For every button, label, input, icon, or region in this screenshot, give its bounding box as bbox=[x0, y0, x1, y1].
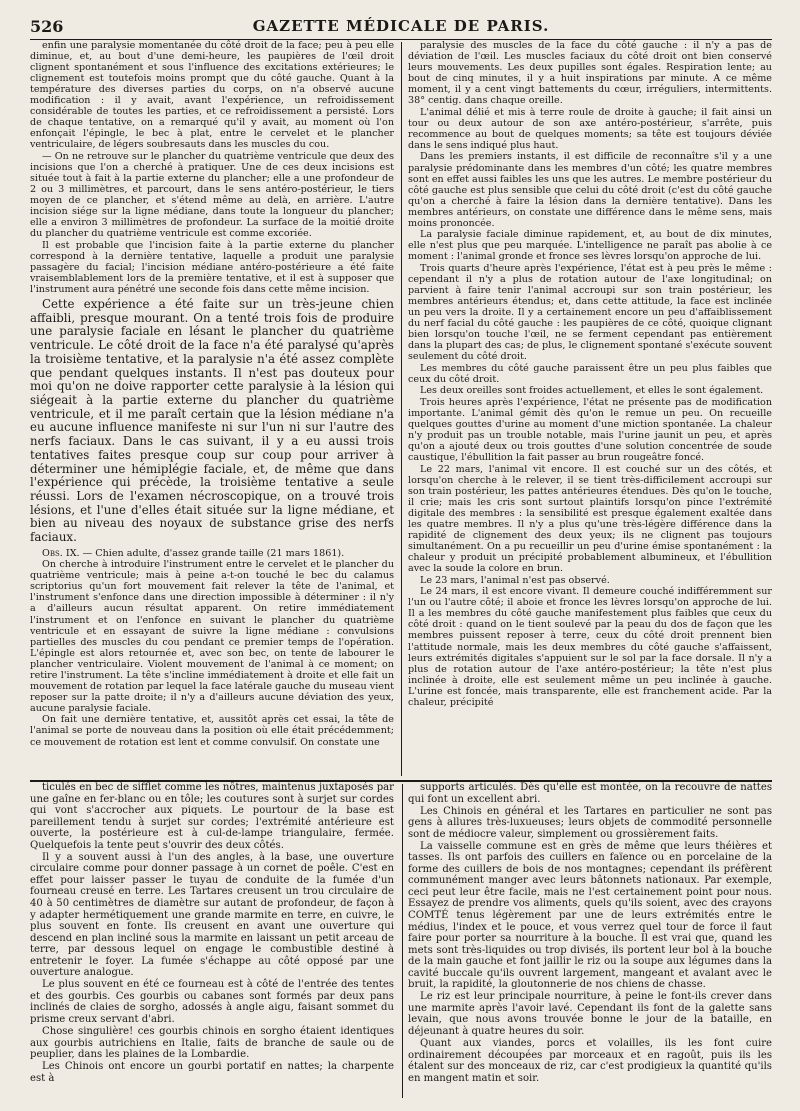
paragraph-text: ticulés en bec de sifflet comme les nôtres, maintenus juxtaposés par une gaîne en fer-blanc ou en tôle; les coutures sont à surjet sur cordes qui vont s'accrocher aux piquets. Le pourtour de la base est pareillement tendu à surjet sur cordes; l'extrémité antérieure est ouverte, la postérieure est à cul-de-lampe triangulaire, fermée. Quelquefois la tente peut s'ouvrir des deux côtés. bbox=[30, 782, 394, 851]
paragraph bbox=[30, 782, 394, 851]
paragraph-text: — Chien adulte, d'assez grande taille (21 mars 1861). bbox=[79, 547, 345, 559]
paragraph bbox=[30, 298, 394, 545]
paragraph bbox=[408, 363, 772, 385]
paragraph-text: Les Chinois en général et les Tartares en particulier ne sont pas gens à allures très-luxueuses; leurs objets de commodité personnelle sont de médiocre valeur, simplement ou grossièrement faits. bbox=[408, 805, 772, 840]
paragraph-text: Les Chinois ont encore un gourbi portatif en nattes; la charpente est à bbox=[30, 1061, 394, 1084]
paragraph-text: L'animal délié et mis à terre roule de droite à gauche; il fait ainsi un tour ou deux autour de son axe antéro-postérieur, s'arrête, puis recommence au bout de quelques moments; sa tête est toujours déviée dans le sens indiqué plus haut. bbox=[408, 106, 772, 151]
paragraph-text: paralysie des muscles de la face du côté gauche : il n'y a pas de déviation de l'œil. Les muscles faciaux du côté droit ont bien conservé leurs mouvements. Les deux pupilles sont égales. Respiration lente; au bout de cinq minutes, il y a huit inspirations par minute. A ce même moment, il y a cent vingt battements du cœur, irréguliers, intermittents. 38° centig. dans chaque oreille. bbox=[408, 40, 772, 107]
paragraph bbox=[30, 714, 394, 747]
paragraph bbox=[30, 979, 394, 1025]
paragraph-text: supports articulés. Dès qu'elle est montée, on la recouvre de nattes qui font un excellent abri. bbox=[408, 782, 772, 805]
upper-right-column bbox=[401, 40, 772, 778]
paragraph bbox=[30, 1061, 394, 1084]
paragraph bbox=[408, 40, 772, 106]
upper-left-column bbox=[30, 40, 401, 778]
column-divider bbox=[401, 42, 402, 776]
paragraph-text: Les deux oreilles sont froides actuellement, et elles le sont également. bbox=[420, 385, 764, 397]
paragraph-text: Le 22 mars, l'animal vit encore. Il est couché sur un des côtés, et lorsqu'on cherche à le relever, il se tient très-difficilement accroupi sur son train postérieur, les pattes antérieures étendues. Dès qu'on le touche, il crie; mais les cris sont surtout plaintifs lorsqu'on pince l'extrémité digitale des membres : la sensibilité est presque également exaltée dans les quatre membres. Il n'y a plus qu'une très-légère différence dans la rapidité de clignement des deux yeux; ils ne clignent pas toujours simultanément. On a pu recueillir un peu d'urine émise spontanément : la chaleur y produit un précipité probablement albumineux, et l'ébullition avec la soude la colore en brun. bbox=[408, 463, 772, 575]
paragraph bbox=[408, 263, 772, 362]
paragraph bbox=[30, 548, 394, 559]
column-divider bbox=[402, 784, 403, 1098]
paragraph-text: Le 24 mars, il est encore vivant. Il demeure couché indifféremment sur l'un ou l'autre côté; il aboie et fronce les lèvres lorsqu'on approche de lui. Il a les membres du côté gauche manifestement plus faibles que ceux du côté droit : quand on le tient soulevé par la peau du dos de façon que les membres puissent reposer à terre, ceux du côté droit prennent bien l'attitude normale, mais les deux membres du côté gauche s'affaissent, leurs extrémités digitales s'appuient sur le sol par la face dorsale. Il n'y a plus de rotation autour de l'axe antéro-postérieur; la tête n'est plus inclinée à droite, elle est seulement même un peu inclinée à gauche. L'urine est foncée, mais transparente, elle est franchement acide. Par la chaleur, précipité bbox=[408, 586, 772, 708]
paragraph bbox=[30, 151, 394, 239]
paragraph-text: Trois quarts d'heure après l'expérience, l'état est à peu près le même : cependant il n'y a plus de rotation autour de l'axe longitudinal; on parvient à faire tenir l'animal accroupi sur son train postérieur, les membres antérieurs étendus; et, dans cette attitude, la face est inclinée un peu vers la droite. Il y a certainement encore un peu d'affaiblissement du nerf facial du côté gauche : les paupières de ce côté, quoique clignant bien lorsqu'on touche l'œil, ne se ferment cependant pas entièrement dans la plupart des cas; de plus, le clignement spontané s'exécute souvent seulement du côté droit. bbox=[408, 262, 772, 363]
paragraph bbox=[408, 782, 772, 805]
paragraph-text: Dans les premiers instants, il est difficile de reconnaître s'il y a une paralysie prédominante dans les membres d'un côté; les quatre membres sont en effet aussi faibles les uns que les autres. Le membre postérieur du côté gauche est plus sensible que celui du côté droit (c'est du côté gauche qu'on a cherché à faire la lésion dans la dernière tentative). Dans les membres antérieurs, on constate une différence dans le même sens, mais moins prononcée. bbox=[408, 151, 772, 229]
paragraph-text: Il y a souvent aussi à l'un des angles, à la base, une ouverture circulaire comme pour donner passage à un cornet de poêle. C'est en effet pour laisser passer le tuyau de conduite de la fumée d'un fourneau creusé en terre. Les Tartares creusent un trou circulaire de 40 à 50 centimètres de diamètre sur autant de profondeur, de façon à y adapter hermétiquement une grande marmite en terre, en cuivre, le plus souvent en fonte. Ils creusent en avant une ouverture qui descend en plan incliné sous la marmite en laissant un petit arceau de terre, par dessous lequel on engage le combustible destiné à entretenir le foyer. La fumée s'échappe au côté opposé par une ouverture analogue. bbox=[30, 851, 394, 979]
lower-section bbox=[30, 780, 772, 1100]
paragraph-text: — On ne retrouve sur le plancher du quatrième ventricule que deux des incisions que l'on a cherché à pratiquer. Une de ces deux incisions est située tout à fait à la partie externe du plancher; elle a une profondeur de 2 ou 3 millimètres, et parcourt, dans le sens antéro-postérieur, le tiers moyen de ce plancher, et s'étend même au delà, en arrière. L'autre incision siége sur la ligne médiane, dans toute la longueur du plancher; elle a environ 3 millimètres de profondeur. La surface de la moitié droite du plancher du quatrième ventricule est comme excoriée. bbox=[30, 150, 394, 240]
paragraph bbox=[30, 852, 394, 979]
paragraph bbox=[30, 40, 394, 150]
paragraph bbox=[408, 575, 772, 586]
paragraph bbox=[408, 107, 772, 151]
paragraph-text: Le 23 mars, l'animal n'est pas observé. bbox=[420, 574, 610, 586]
paragraph-text: Trois heures après l'expérience, l'état ne présente pas de modification importante. L'animal gémit dès qu'on le remue un peu. On recueille quelques gouttes d'urine au moment d'une miction spontanée. La chaleur n'y produit pas un trouble notable, mais l'urine jaunit un peu, et après qu'on a ajouté deux ou trois gouttes d'une solution concentrée de soude caustique, l'ébullition la fait passer au brun rougeâtre foncé. bbox=[408, 397, 772, 464]
running-title: GAZETTE MÉDICALE DE PARIS. bbox=[252, 17, 550, 35]
paragraph-text: Les membres du côté gauche paraissent être un peu plus faibles que ceux du côté droit. bbox=[408, 362, 772, 385]
lower-right-column bbox=[401, 782, 772, 1100]
paragraph-text: enfin une paralysie momentanée du côté droit de la face; peu à peu elle diminue, et, au bout d'une demi-heure, les paupières de l'œil droit clignent spontanément et sous l'influence des excitations extérieures; le clignement est toutefois moins prompt que du côté gauche. Quant à la température des diverses parties du corps, on n'a observé aucune modification : il y avait, avant l'expérience, un refroidissement considérable de toutes les parties, et ce refroidissement a persisté. Lors de chaque tentative, on a remarqué qu'il y avait, au moment où l'on enfonçait l'épingle, le bec à plat, entre le cervelet et le plancher ventriculaire, de légers soubresauts dans les muscles du cou. bbox=[30, 40, 394, 151]
paragraph-text: Quant aux viandes, porcs et volailles, ils les font cuire ordinairement découpées par morceaux et en ragoût, puis ils les étalent sur des monceaux de riz, car c'est prodigieux la quantité qu'ils en mangent matin et soir. bbox=[408, 1038, 772, 1084]
page-number: 526 bbox=[30, 17, 64, 36]
page-header bbox=[30, 14, 772, 40]
paragraph bbox=[408, 464, 772, 574]
paragraph bbox=[408, 229, 772, 262]
paragraph-text: Cette expérience a été faite sur un très-jeune chien affaibli, presque mourant. On a tenté trois fois de produire une paralysie faciale en lésant le plancher du quatrième ventricule. Le côté droit de la face n'a été paralysé qu'après la troisième tentative, et la paralysie n'a été assez complète que pendant quelques instants. Il n'est pas douteux pour moi qu'on ne doive rapporter cette paralysie à la lésion qui siégeait à la partie externe du plancher du quatrième ventricule, et il me paraît certain que la lésion médiane n'a eu aucune influence manifeste ni sur l'un ni sur l'autre des nerfs faciaux. Dans le cas suivant, il y a eu aussi trois tentatives faites presque coup sur coup pour arriver à déterminer une hémiplégie faciale, et, de même que dans l'expérience qui précède, la troisième tentative a seule réussi. Lors de l'examen nécroscopique, on a trouvé trois lésions, et l'une d'elles était située sur la ligne médiane, et bien au niveau des noyaux de substance grise des nerfs faciaux. bbox=[30, 297, 394, 545]
upper-section bbox=[30, 40, 772, 778]
paragraph bbox=[408, 991, 772, 1037]
paragraph-text: Chose singulière! ces gourbis chinois en sorgho étaient identiques aux gourbis autrichiens en Italie, faits de branche de saule ou de peuplier, dans les plaines de la Lombardie. bbox=[30, 1025, 394, 1061]
paragraph bbox=[30, 240, 394, 295]
paragraph bbox=[408, 151, 772, 228]
paragraph-text: On fait une dernière tentative, et, aussitôt après cet essai, la tête de l'animal se porte de nouveau dans la position où elle était précédemment; ce mouvement de rotation est lent et comme convulsif. On constate une bbox=[30, 714, 394, 748]
paragraph bbox=[408, 1038, 772, 1084]
paragraph bbox=[30, 1026, 394, 1061]
paragraph-text: La paralysie faciale diminue rapidement, et, au bout de dix minutes, elle n'est plus que peu marquée. L'intelligence ne paraît pas abolie à ce moment : l'animal gronde et fronce ses lèvres lorsqu'on approche de lui. bbox=[408, 229, 772, 263]
paragraph-text: Le riz est leur principale nourriture, à peine le font-ils crever dans une marmite après l'avoir lavé. Cependant ils font de la galette sans levain, que nous avons trouvée bonne le jour de la bataille, en déjeunant à quatre heures du soir. bbox=[408, 991, 772, 1037]
observation-label: Obs. IX. bbox=[42, 547, 80, 559]
paragraph-text: On cherche à introduire l'instrument entre le cervelet et le plancher du quatrième ventricule; mais à peine a-t-on touché le bec du calamus scriptorius qu'un fort mouvement fait relever la tête de l'animal, et l'instrument s'enfonce dans une direction impossible à déterminer : il n'y a d'ailleurs aucun résultat apparent. On retire immédiatement l'instrument et on l'enfonce en suivant le plancher du quatrième ventricule et en essayant de suivre la ligne médiane : convulsions partielles des muscles du cou pendant ce premier temps de l'opération. L'épingle est alors retournée et, avec son bec, on tente de labourer le plancher ventriculaire. Violent mouvement de l'animal à ce moment; on retire l'instrument. La tête s'incline immédiatement à droite et elle fait un mouvement de rotation par lequel la face latérale gauche du museau vient reposer sur la patte droite; il n'y a d'ailleurs aucune déviation des yeux, aucune paralysie faciale. bbox=[30, 559, 394, 714]
paragraph-text: Il est probable que l'incision faite à la partie externe du plancher correspond à la dernière tentative, laquelle a produit une paralysie passagère du facial; l'incision médiane antéro-postérieure a été faite vraisemblablement lors de la première tentative, et il est à supposer que l'instrument aura pénétré une seconde fois dans cette même incision. bbox=[30, 239, 394, 296]
paragraph-text: Le plus souvent en été ce fourneau est à côté de l'entrée des tentes et des gourbis. Ces gourbis ou cabanes sont formés par deux pans inclinés de claies de sorgho, adossés à angle aigu, faisant sommet du prisme creux servant d'abri. bbox=[30, 979, 394, 1025]
paragraph bbox=[408, 385, 772, 396]
paragraph bbox=[408, 806, 772, 841]
paragraph bbox=[408, 586, 772, 708]
paragraph bbox=[408, 841, 772, 991]
paragraph-text: La vaisselle commune est en grès de même que leurs théières et tasses. Ils ont parfois des cuillers en faïence ou en porcelaine de la forme des cuillers de bois de nos montagnes; cependant ils préfèrent communément manger avec leurs bâtonnets nationaux. Par exemple, ceci peut leur être facile, mais ne l'est certainement point pour nous. Essayez de prendre vos aliments, quels qu'ils soient, avec des crayons COMTÉ tenus légèrement par une de leurs extrémités entre le médius, l'index et le pouce, et vous verrez quel tour de force il faut faire pour porter sa nourriture à la bouche. Il est vrai que, quand les mets sont très-liquides ou trop divisés, ils portent leur bol à la bouche de la main gauche et font jaillir le riz ou la soupe aux légumes dans la cavité buccale qu'ils ouvrent largement, mangeant et avalant avec le bruit, la rapidité, la gloutonnerie de nos chiens de chasse. bbox=[408, 840, 772, 991]
lower-left-column bbox=[30, 782, 401, 1100]
paragraph bbox=[408, 397, 772, 463]
paragraph bbox=[30, 559, 394, 714]
